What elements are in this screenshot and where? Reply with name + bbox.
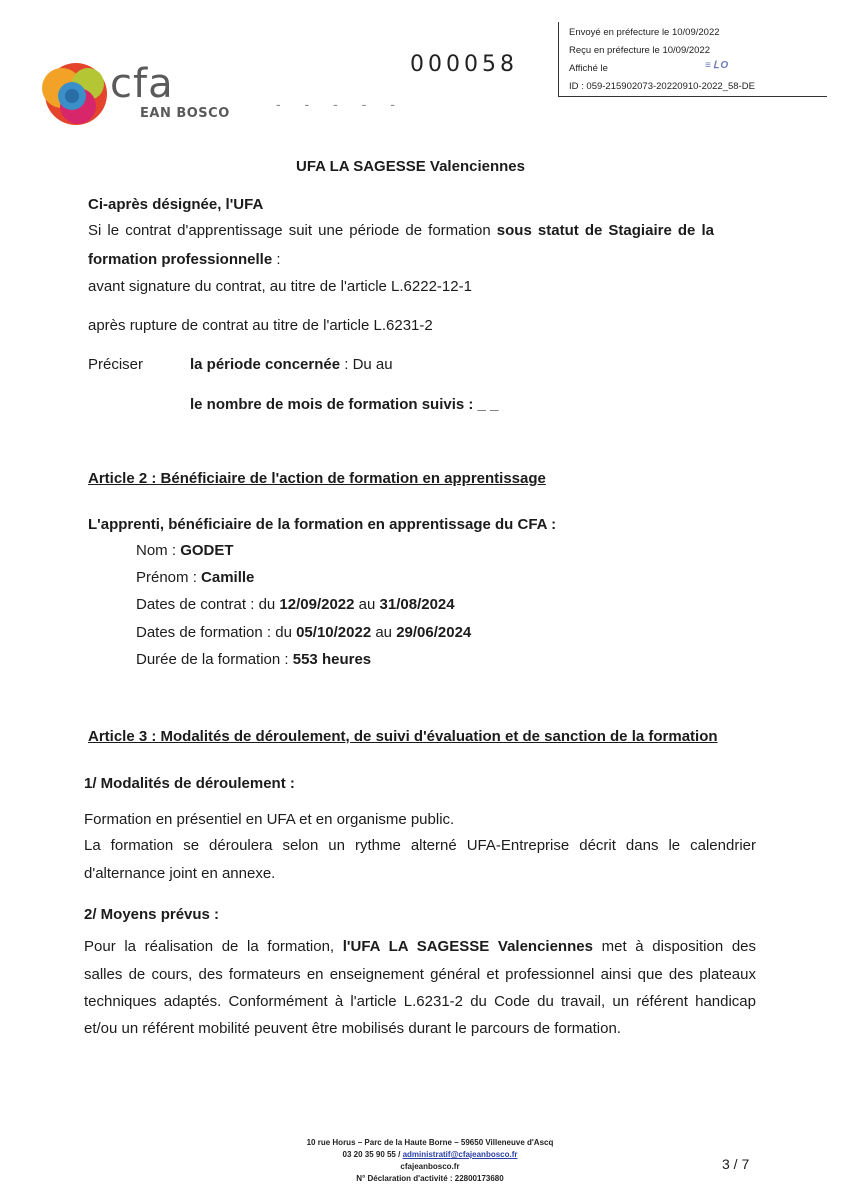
preciser-label: Préciser [88, 356, 144, 373]
article3-heading: Article 3 : Modalités de déroulement, de suivi d'évaluation et de sanction de la formation [88, 728, 718, 745]
duree-formation: Durée de la formation : 553 heures [136, 651, 372, 668]
footer-address: 10 rue Horus – Parc de la Haute Borne – 59650 Villeneuve d'Ascq [306, 1138, 554, 1147]
before-signature-line: avant signature du contrat, au titre de l'article L.6222-12-1 [88, 278, 472, 295]
prefecture-id: ID : 059-215902073-20220910-2022_58-DE [569, 81, 755, 92]
prefecture-sent: Envoyé en préfecture le 10/09/2022 [569, 27, 720, 38]
contract-intro-line1: Si le contrat d'apprentissage suit une période de formation sous statut de Stagiaire de la [88, 222, 715, 239]
article3-sub2: 2/ Moyens prévus : [84, 906, 220, 923]
article3-p2-line1: La formation se déroulera selon un rythme alterné UFA-Entreprise décrit dans le calendrier [84, 837, 756, 854]
stamp-smudge: - - - - - [276, 96, 405, 112]
apprenti-prenom: Prénom : Camille [136, 569, 255, 586]
logo-subtitle: EAN BOSCO [140, 106, 230, 121]
article3-p3-line3: techniques adaptés. Conformément à l'article L.6231-2 du Code du travail, un référent handicap [84, 993, 756, 1010]
article3-p2-line2: d'alternance joint en annexe. [84, 865, 276, 882]
article3-p3-line2: salles de cours, des formateurs en enseignement général et professionnel ainsi que des plateaux [84, 966, 756, 983]
page-title: UFA LA SAGESSE Valenciennes [296, 158, 525, 175]
document-stamp-number: 000058 [410, 52, 518, 77]
dates-contrat: Dates de contrat : du 12/09/2022 au 31/08/2024 [136, 596, 455, 613]
article2-heading: Article 2 : Bénéficiaire de l'action de formation en apprentissage [88, 470, 546, 487]
dates-formation: Dates de formation : du 05/10/2022 au 29/06/2024 [136, 624, 472, 641]
apprenti-nom: Nom : GODET [136, 542, 234, 559]
prefecture-box [558, 22, 827, 97]
slo-logo-mark: ≡ᒪО [705, 60, 731, 71]
page-number: 3 / 7 [722, 1156, 750, 1172]
article3-p3-line4: et/ou un référent mobilité peuvent être mobilisés durant le parcours de formation. [84, 1020, 621, 1037]
contract-intro-line2: formation professionnelle : [88, 251, 281, 268]
article2-intro: L'apprenti, bénéficiaire de la formation en apprentissage du CFA : [88, 516, 557, 533]
footer-website: cfajeanbosco.fr [400, 1162, 460, 1171]
logo-wordmark: cfa [110, 61, 174, 107]
after-rupture-line: après rupture de contrat au titre de l'article L.6231-2 [88, 317, 433, 334]
prefecture-posted: Affiché le [569, 63, 608, 74]
designated-line: Ci-après désignée, l'UFA [88, 196, 264, 213]
footer-declaration: N° Déclaration d'activité : 22800173680 [356, 1174, 504, 1183]
footer-contact: 03 20 35 90 55 / administratif@cfajeanbosco.fr [342, 1150, 518, 1159]
footer-email-link[interactable]: administratif@cfajeanbosco.fr [402, 1150, 518, 1159]
article3-sub1: 1/ Modalités de déroulement : [84, 775, 295, 792]
article3-p1: Formation en présentiel en UFA et en organisme public. [84, 811, 455, 828]
period-line: la période concernée : Du au [190, 356, 393, 373]
months-line: le nombre de mois de formation suivis : _ _ [190, 396, 499, 413]
prefecture-received: Reçu en préfecture le 10/09/2022 [569, 45, 711, 56]
article3-p3-line1: Pour la réalisation de la formation, l'UFA LA SAGESSE Valenciennes met à disposition des [84, 938, 757, 955]
